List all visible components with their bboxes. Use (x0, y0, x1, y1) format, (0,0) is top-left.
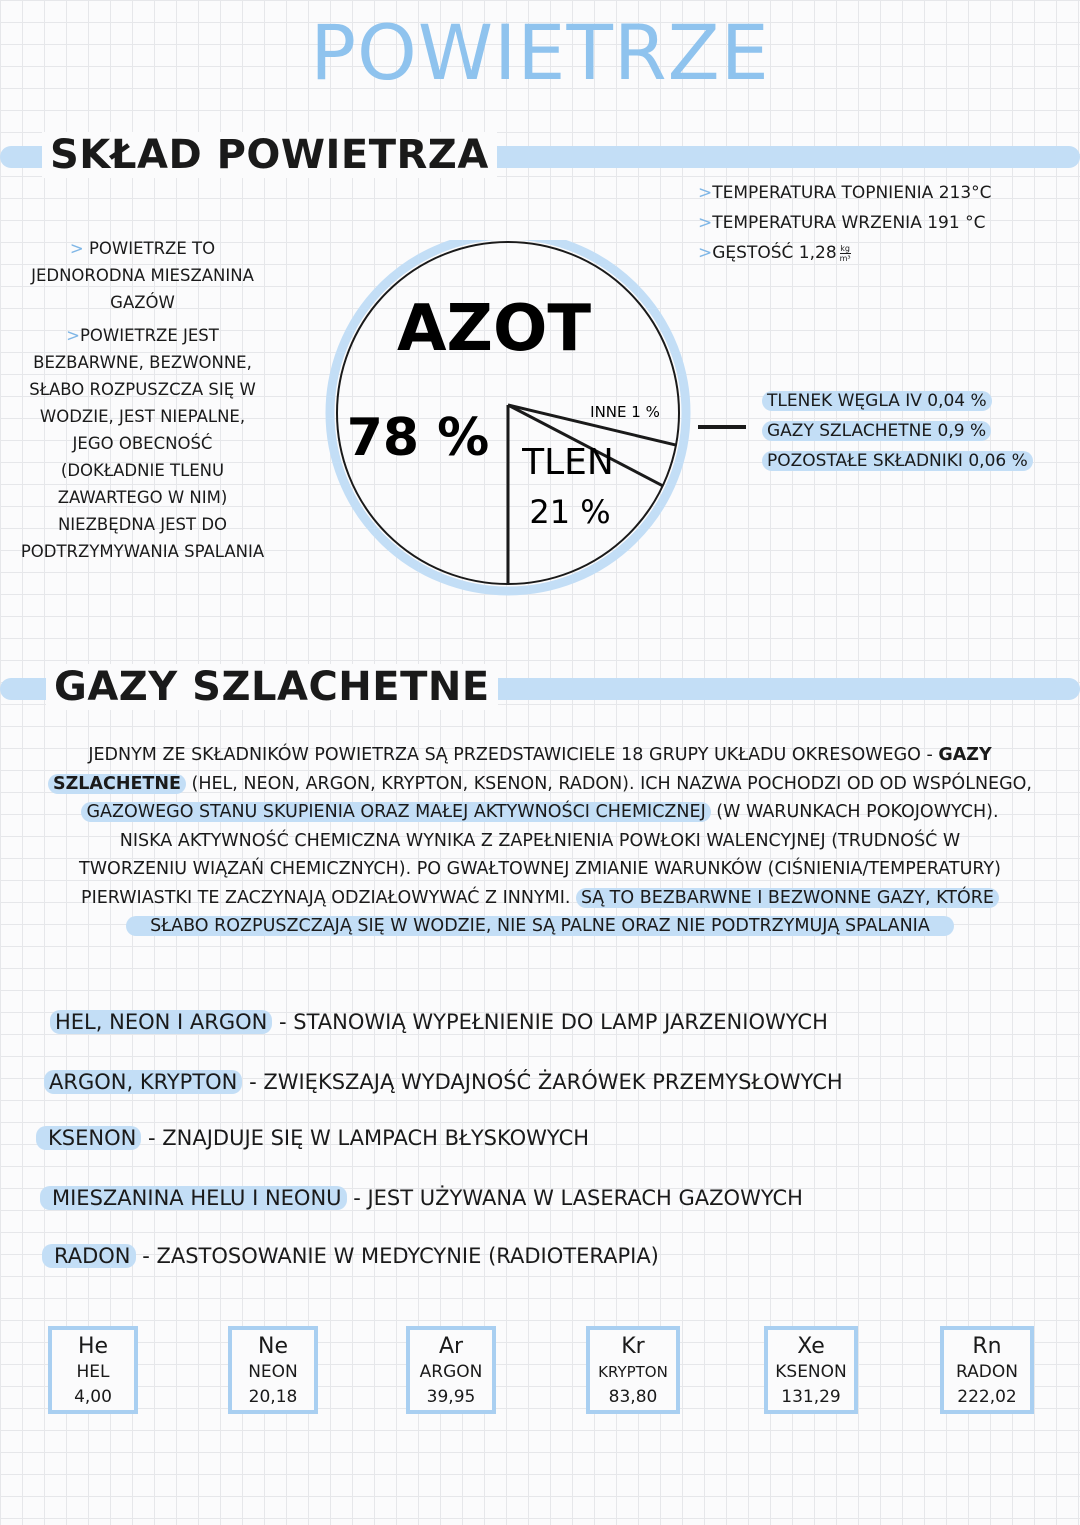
breakdown-item: GAZY SZLACHETNE 0,9 % (762, 416, 1033, 446)
noble-gases-paragraph (22, 741, 1058, 941)
slice-value-azot: 78 % (346, 408, 490, 468)
slice-label-inne: INNE 1 % (590, 403, 660, 421)
paragraph-line: TWORZENIU WIĄZAŃ CHEMICZNYCH). PO GWAŁTOWNEJ ZMIANIE WARUNKÓW (CIŚNIENIA/TEMPERATURY) (79, 859, 1001, 879)
arrow-icon: > (69, 239, 89, 258)
use-row: MIESZANINA HELU I NEONU - JEST UŻYWANA W LASERACH GAZOWYCH (40, 1186, 803, 1210)
air-description (20, 235, 265, 571)
element-tile-kr: Kr KRYPTON 83,80 (586, 1326, 680, 1414)
section-heading-noble-gases: GAZY SZLACHETNE (46, 664, 498, 710)
use-row: KSENON - ZNAJDUJE SIĘ W LAMPACH BŁYSKOWYCH (36, 1126, 589, 1150)
description-point: > POWIETRZE TO JEDNORODNA MIESZANINA GAZÓW (31, 239, 254, 312)
property-boiling: >TEMPERATURA WRZENIA 191 °C (698, 213, 986, 233)
paragraph-line: NISKA AKTYWNOŚĆ CHEMICZNA WYNIKA Z ZAPEŁNIENIA POWŁOKI WALENCYJNEJ (TRUDNOŚĆ W (119, 830, 961, 851)
connector-line (698, 425, 746, 429)
slice-label-tlen: TLEN (522, 442, 614, 483)
arrow-icon: > (698, 183, 713, 203)
breakdown-item: TLENEK WĘGLA IV 0,04 % (762, 386, 1033, 416)
paragraph-line: PIERWIASTKI TE ZACZYNAJĄ ODZIAŁOWYWAĆ Z INNYMI. SĄ TO BEZBARWNE I BEZWONNE GAZY, KTÓRE (22, 884, 1058, 913)
use-row: HEL, NEON I ARGON - STANOWIĄ WYPEŁNIENIE DO LAMP JARZENIOWYCH (50, 1010, 828, 1034)
slice-label-azot: AZOT (397, 292, 591, 366)
property-melting: >TEMPERATURA TOPNIENIA 213°C (698, 183, 992, 203)
air-composition-pie-chart (318, 240, 698, 600)
arrow-icon: > (698, 213, 713, 233)
element-tile-ne: Ne NEON 20,18 (228, 1326, 318, 1414)
arrow-icon: > (66, 326, 80, 345)
others-breakdown (762, 386, 1033, 476)
section-heading-composition: SKŁAD POWIETRZA (42, 132, 497, 178)
page-title: POWIETRZE (310, 8, 770, 97)
paragraph-line: JEDNYM ZE SKŁADNIKÓW POWIETRZA SĄ PRZEDSTAWICIELE 18 GRUPY UKŁADU OKRESOWEGO - GAZY (88, 745, 992, 765)
use-row: RADON - ZASTOSOWANIE W MEDYCYNIE (RADIOTERAPIA) (42, 1244, 659, 1268)
paragraph-line: SŁABO ROZPUSZCZAJĄ SIĘ W WODZIE, NIE SĄ PALNE ORAZ NIE PODTRZYMUJĄ SPALANIA (22, 912, 1058, 941)
slice-value-tlen: 21 % (529, 493, 611, 531)
air-properties (698, 178, 992, 268)
description-point: >POWIETRZE JEST BEZBARWNE, BEZWONNE, SŁABO ROZPUSZCZA SIĘ W WODZIE, JEST NIEPALNE, JEGO OBECNOŚĆ (DOKŁADNIE TLENU ZAWARTEGO W NIM) NIEZBĘDNA JEST DO PODTRZYMYWANIA SPALANIA (20, 326, 265, 561)
paragraph-line: SZLACHETNE (HEL, NEON, ARGON, KRYPTON, KSENON, RADON). ICH NAZWA POCHODZI OD OD WSPÓLNEGO, (22, 770, 1058, 799)
breakdown-item: POZOSTAŁE SKŁADNIKI 0,06 % (762, 446, 1033, 476)
use-row: ARGON, KRYPTON - ZWIĘKSZAJĄ WYDAJNOŚĆ ŻARÓWEK PRZEMYSŁOWYCH (44, 1070, 843, 1094)
element-tile-he: He HEL 4,00 (48, 1326, 138, 1414)
paragraph-line: GAZOWEGO STANU SKUPIENIA ORAZ MAŁEJ AKTYWNOŚCI CHEMICZNEJ (W WARUNKACH POKOJOWYCH). (22, 798, 1058, 827)
density-unit: $\frac{kg}{\text{m³}}$ (839, 243, 851, 263)
property-density: >GĘSTOŚĆ 1,28 $\frac{kg}{\text{m³}}$ (698, 243, 851, 263)
arrow-icon: > (698, 243, 713, 263)
element-tile-rn: Rn RADON 222,02 (940, 1326, 1034, 1414)
element-tile-ar: Ar ARGON 39,95 (406, 1326, 496, 1414)
element-tile-xe: Xe KSENON 131,29 (764, 1326, 858, 1414)
